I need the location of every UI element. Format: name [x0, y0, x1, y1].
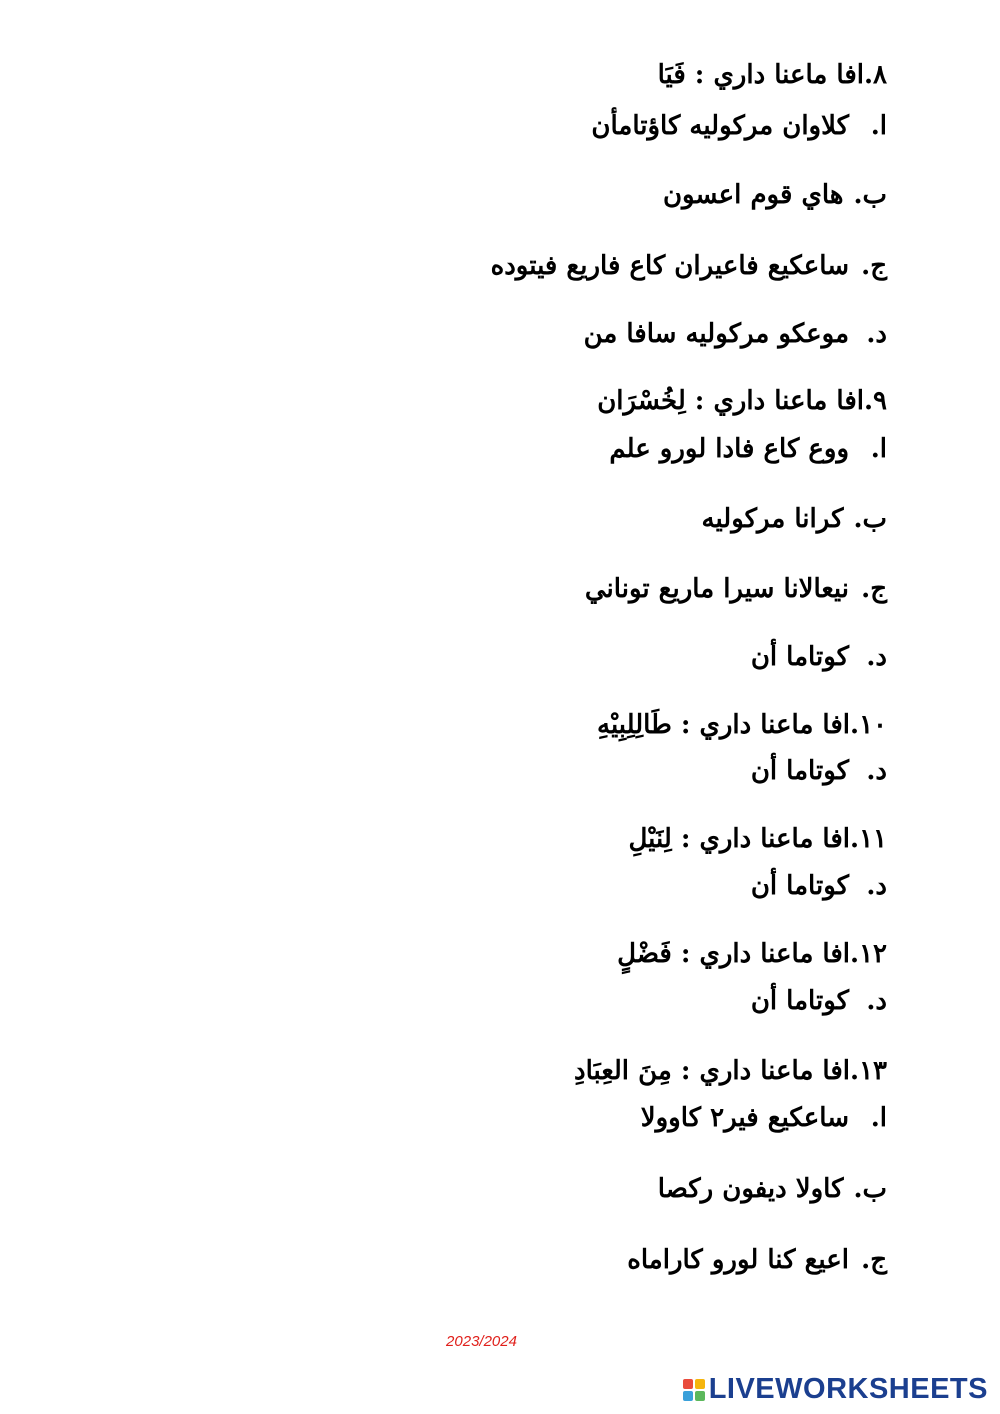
question-9-option-b[interactable] — [702, 502, 887, 536]
option-text: كوتاما أن — [750, 871, 849, 901]
question-8-option-a[interactable] — [591, 109, 887, 143]
question-8-option-b[interactable] — [663, 178, 887, 212]
brand-name: LIVEWORKSHEETS — [708, 1373, 988, 1405]
option-text: كلاوان مركوليه كاؤتامأن — [591, 111, 849, 141]
question-13: ١٣.افا ماعنا داري : مِنَ العِبَادِ — [573, 1056, 887, 1086]
option-text: كوتاما أن — [750, 756, 849, 786]
option-letter: د. — [866, 986, 887, 1016]
option-text: هاي قوم اعسون — [662, 180, 844, 210]
question-11: ١١.افا ماعنا داري : لِنَيْلِ — [628, 824, 887, 854]
option-letter: ب. — [853, 1174, 887, 1204]
option-text: كوتاما أن — [750, 986, 849, 1016]
option-text: نيعالانا سيرا ماريع توناني — [584, 574, 849, 604]
option-letter: ا. — [870, 1103, 887, 1133]
option-text: ساعكيع فاعيران كاع فاريع فيتوده — [490, 251, 849, 281]
option-letter: ا. — [870, 434, 887, 464]
question-13-option-c[interactable] — [627, 1243, 887, 1277]
option-text: ووع كاع فادا لورو علم — [609, 434, 849, 464]
question-8-option-d[interactable] — [584, 317, 887, 351]
option-letter: د. — [866, 756, 887, 786]
question-8-option-c[interactable] — [491, 249, 887, 283]
option-text: كاولا ديفون ركصا — [657, 1174, 844, 1204]
option-text: موعكو مركوليه سافا من — [583, 319, 849, 349]
option-letter: ج. — [861, 1245, 887, 1275]
logo-square-blue — [683, 1391, 693, 1401]
question-12: ١٢.افا ماعنا داري : فَضْلٍ — [617, 939, 887, 969]
question-13-option-a[interactable] — [641, 1101, 887, 1135]
option-text: كرانا مركوليه — [701, 504, 844, 534]
option-letter: د. — [866, 319, 887, 349]
option-text: ساعكيع فير٢ كاوولا — [640, 1103, 849, 1133]
question-9-option-d[interactable] — [751, 640, 887, 674]
question-8: ٨.افا ماعنا داري : فَيَا — [657, 60, 887, 90]
question-9: ٩.افا ماعنا داري : لِخُسْرَان — [597, 386, 887, 416]
question-9-option-a[interactable] — [609, 432, 887, 466]
option-letter: ب. — [853, 180, 887, 210]
option-text: كوتاما أن — [750, 642, 849, 672]
option-text: اعيع كنا لورو كاراماه — [627, 1245, 849, 1275]
option-letter: ا. — [870, 111, 887, 141]
liveworksheets-brand — [683, 1373, 988, 1406]
option-letter: ج. — [861, 574, 887, 604]
option-letter: ب. — [853, 504, 887, 534]
question-9-option-c[interactable] — [585, 572, 887, 606]
footer-year: 2023/2024 — [446, 1333, 517, 1350]
option-letter: د. — [866, 871, 887, 901]
question-10-option-d[interactable] — [751, 754, 887, 788]
logo-square-red — [683, 1379, 693, 1389]
option-letter: ج. — [861, 251, 887, 281]
option-letter: د. — [866, 642, 887, 672]
question-13-option-b[interactable] — [658, 1172, 887, 1206]
question-12-option-d[interactable] — [751, 984, 887, 1018]
liveworksheets-logo-icon — [683, 1379, 705, 1401]
logo-square-green — [695, 1391, 705, 1401]
question-10: ١٠.افا ماعنا داري : طَالِلِبِيْهِ — [597, 710, 887, 740]
question-11-option-d[interactable] — [751, 869, 887, 903]
logo-square-yellow — [695, 1379, 705, 1389]
